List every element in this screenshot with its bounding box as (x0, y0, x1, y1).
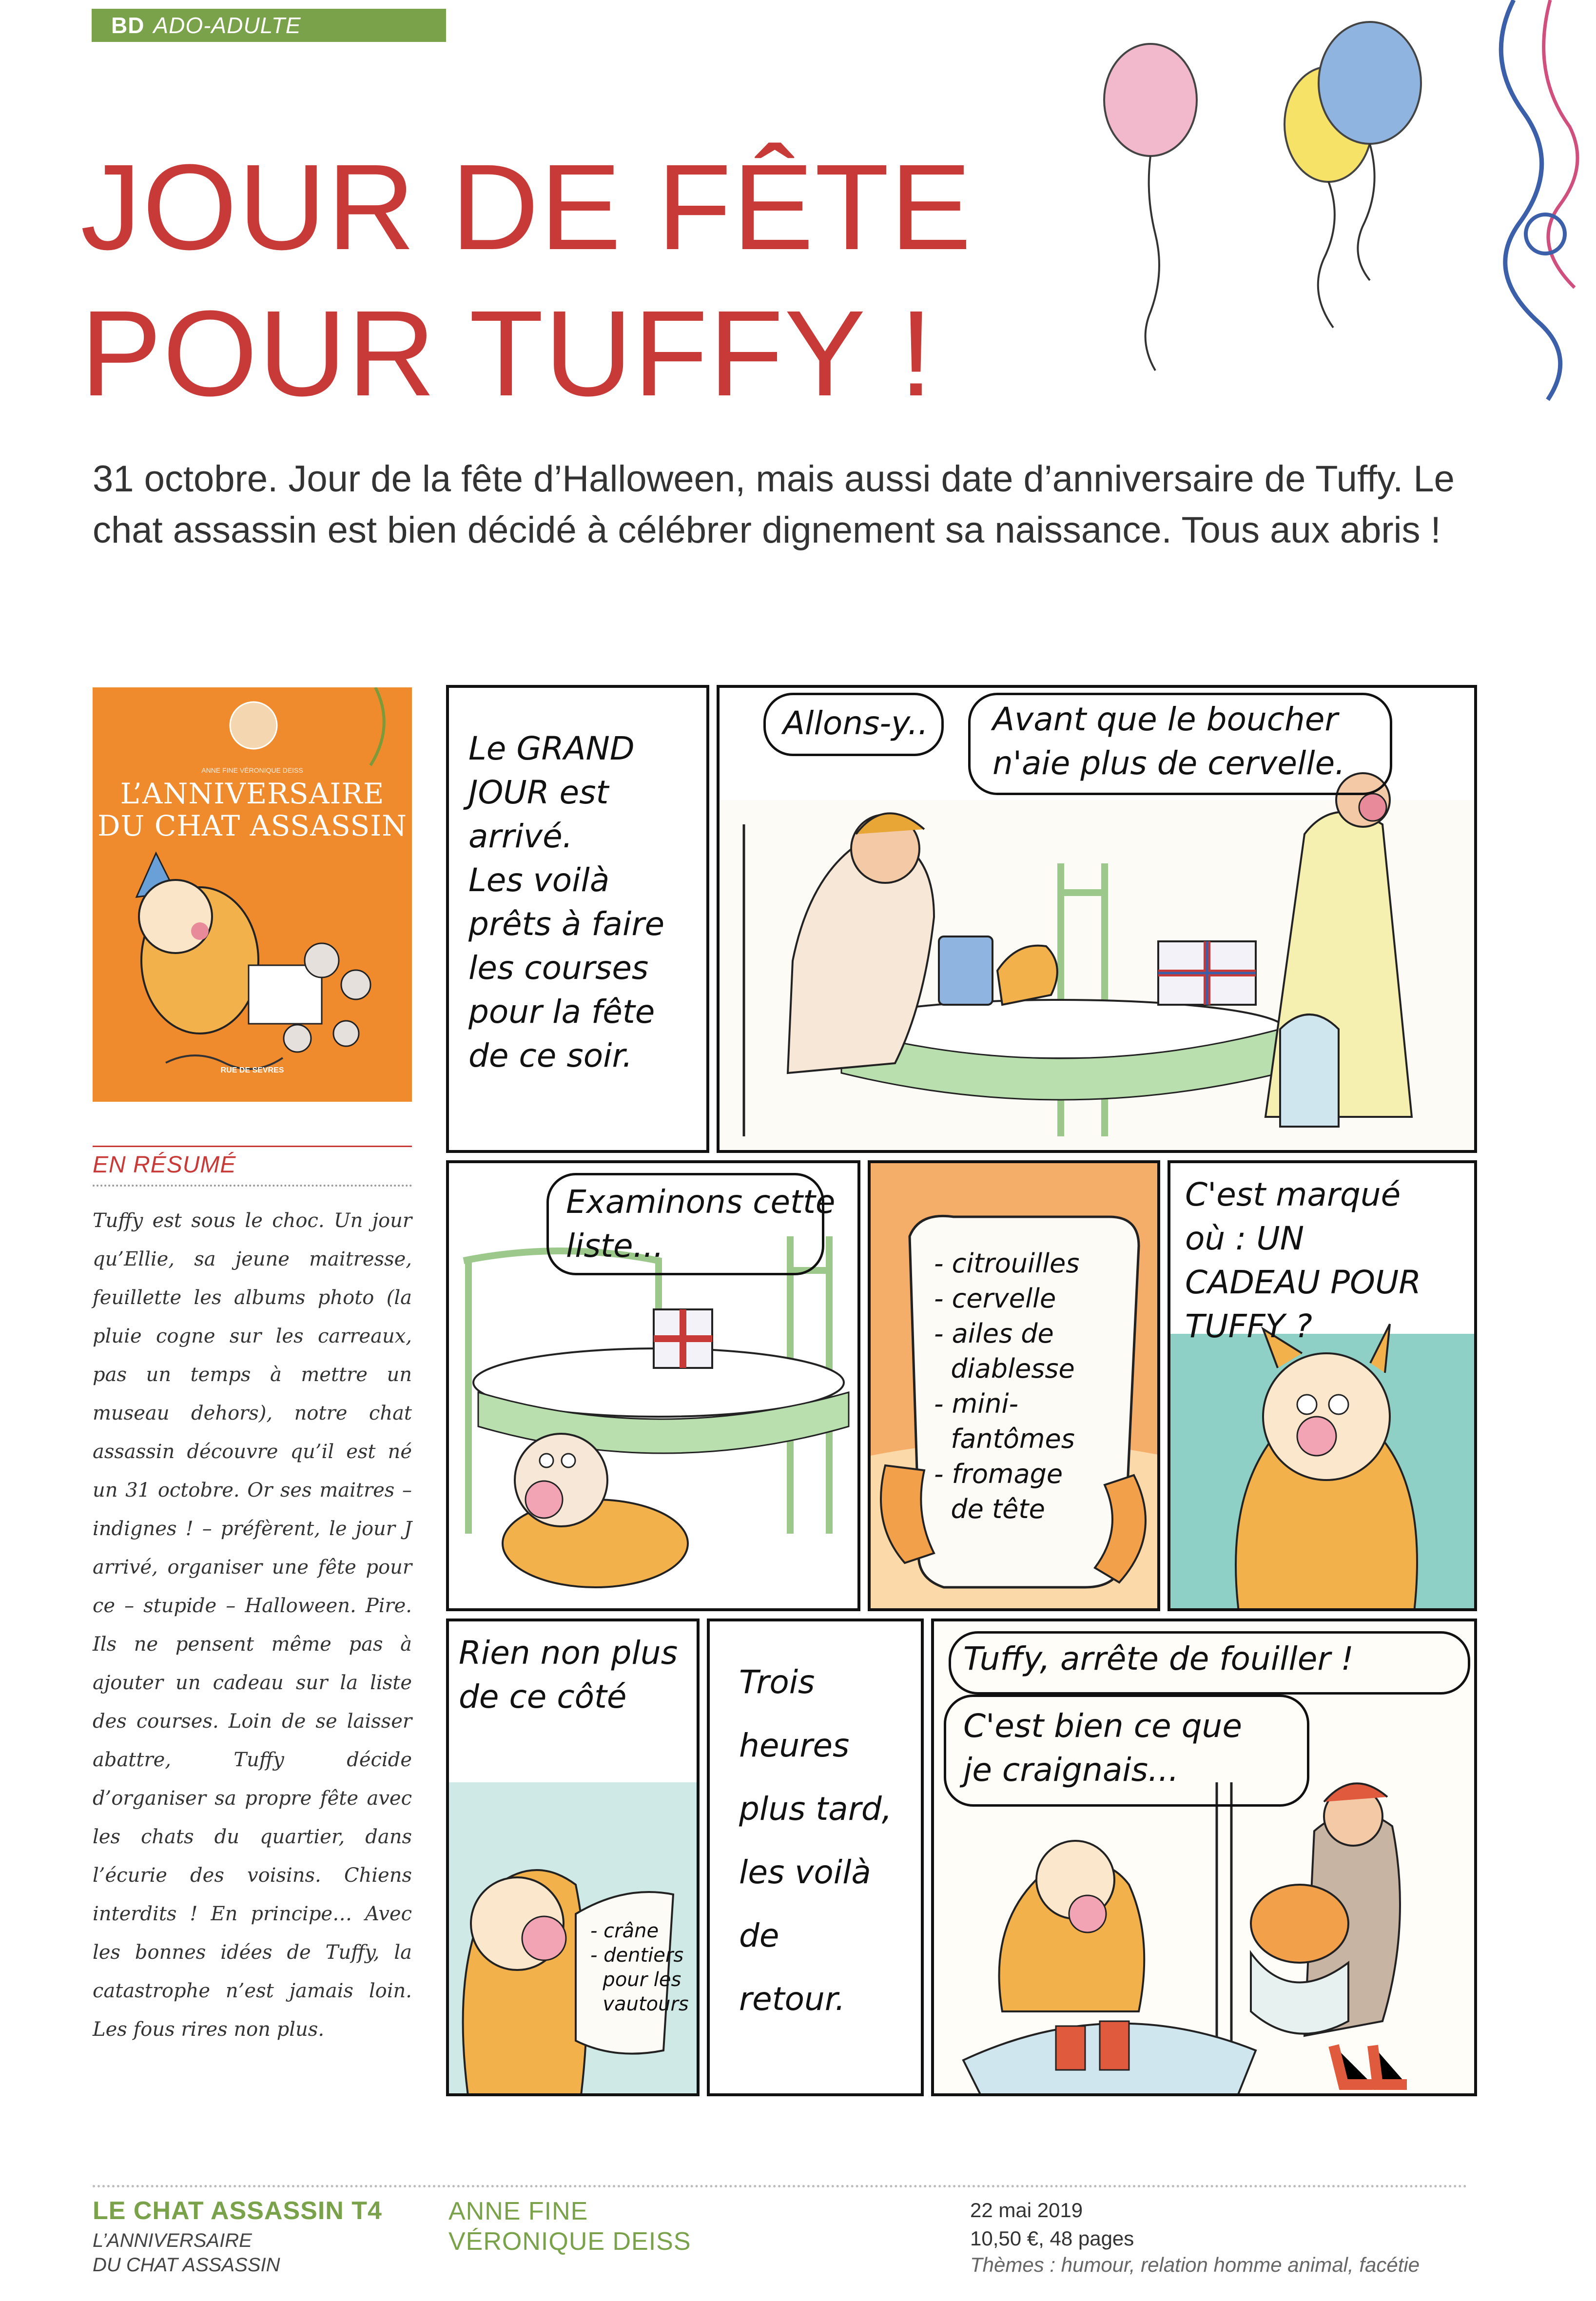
comic-panel-6 (446, 1618, 700, 2096)
price-pages: 10,50 €, 48 pages (970, 2227, 1134, 2250)
category-label: BD (111, 13, 145, 38)
panel-5-speech: C'est marqué où : UN CADEAU POUR TUFFY ? (1185, 1176, 1421, 1345)
panel-3-speech: Examinons cette liste... (566, 1183, 836, 1265)
panel-7-caption: Trois heures plus tard, les voilà de retour. (739, 1663, 892, 2018)
summary-text: Tuffy est sous le choc. Un jour qu’Ellie, sa jeune maitresse, feuillette les albums photo (la pluie cogne sur les carreaux, pas un temps à mettre un museau dehors), notre chat assassin découvre qu’il est né un 31 octobre. Or ses maitres – indignes ! – préfèrent, le jour J arrivé, organiser une fête pour ce – stupide – Halloween. Pire. Ils ne pensent même pas à ajouter un cadeau sur la liste des courses. Loin de se laisser abattre, Tuffy décide d’organiser sa propre fête avec les chats du quartier, dans l’écurie des voisins. Chiens interdits ! En principe… Avec les bonnes idées de Tuffy, la catastrophe n’est jamais loin. Les fous rires non plus. (93, 1209, 412, 2041)
panel-1-caption: Le GRAND JOUR est arrivé. Les voilà prêts à faire les courses pour la fête de ce soir. (468, 730, 665, 1074)
illustrator-name: VÉRONIQUE DEISS (448, 2227, 691, 2256)
panel-2-speech-2: Avant que le boucher n'aie plus de cervelle. (993, 701, 1345, 782)
book-title-line-1: L’ANNIVERSAIRE (93, 2230, 252, 2251)
comic-panel-8 (931, 1618, 1477, 2096)
panel-6-speech: Rien non plus de ce côté (459, 1634, 678, 1716)
summary-divider (93, 1185, 412, 1187)
title-line-2: POUR TUFFY ! (80, 285, 934, 421)
title-line-1: JOUR DE FÊTE (80, 139, 973, 275)
comic-panel-4 (868, 1160, 1160, 1611)
comic-panel-5 (1168, 1160, 1477, 1611)
comic-page (446, 685, 1479, 2096)
summary-top-rule (93, 1146, 412, 1147)
panel-8-speech-1: Tuffy, arrête de fouiller ! (963, 1640, 1354, 1677)
panel-8-speech-2: C'est bien ce que je craignais... (963, 1707, 1242, 1789)
cover-title (93, 778, 412, 842)
cover-publisher: RUE DE SEVRES (220, 1066, 284, 1074)
page-title (80, 134, 1055, 427)
comic-panel-3 (446, 1160, 860, 1611)
lead-paragraph: 31 octobre. Jour de la fête d’Halloween, mais aussi date d’anniversaire de Tuffy. Le chat assassin est bien décidé à célébrer dignement sa naissance. Tous aux abris ! (93, 458, 1455, 551)
panel-6-list: - crâne - dentiers pour les vautours (590, 1920, 689, 2015)
panel-2-speech-1: Allons-y.. (783, 704, 929, 742)
cover-title-line-1: L’ANNIVERSAIRE (120, 777, 385, 810)
footer-details (970, 2196, 1477, 2277)
footer-series-block (93, 2196, 434, 2277)
book-title-line-2: DU CHAT ASSASSIN (93, 2254, 280, 2276)
footer-credits (448, 2196, 838, 2257)
comic-panel-7 (707, 1618, 924, 2096)
release-date: 22 mai 2019 (970, 2199, 1083, 2222)
book-cover (93, 687, 412, 1102)
comic-panel-1 (446, 685, 709, 1153)
audience-label: ADO-ADULTE (153, 13, 301, 38)
balloons-illustration (1053, 0, 1596, 439)
cover-title-line-2: DU CHAT ASSASSIN (97, 809, 407, 842)
book-title (93, 2228, 434, 2277)
series-title: LE CHAT ASSASSIN T4 (93, 2197, 382, 2225)
author-name: ANNE FINE (448, 2197, 588, 2225)
cover-illustration (93, 687, 412, 1102)
panel-4-list: - citrouilles - cervelle - ailes de diablesse - mini- fantômes - fromage de tête (934, 1248, 1080, 1524)
comic-panel-2 (717, 685, 1477, 1153)
themes: Thèmes : humour, relation homme animal, facétie (970, 2253, 1420, 2276)
summary-heading: EN RÉSUMÉ (93, 1152, 236, 1178)
category-tag (92, 9, 446, 42)
cover-author: ANNE FINE VÉRONIQUE DEISS (201, 766, 303, 774)
footer-divider (93, 2185, 1467, 2187)
